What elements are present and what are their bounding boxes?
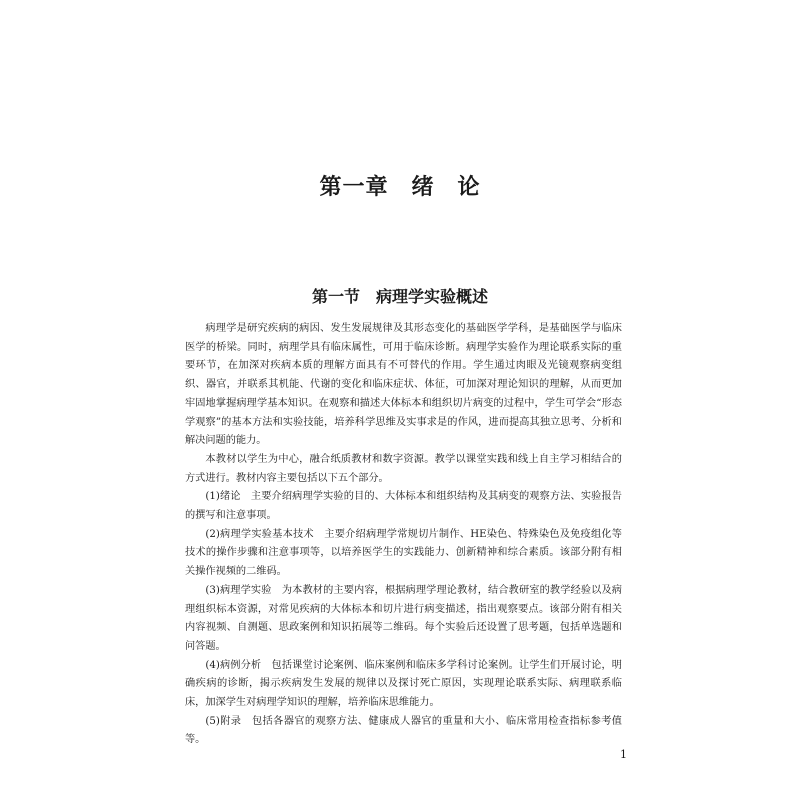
paragraph-part-1-introduction: (1)绪论 主要介绍病理学实验的目的、大体标本和组织结构及其病变的观察方法、实验报告的撰写和注意事项。 xyxy=(185,491,622,522)
paragraph-part-5-appendix: (5)附录 包括各器官的观察方法、健康成人器官的重量和大小、临床常用检查指标参考值等。 xyxy=(185,715,622,746)
section-title: 第一节 病理学实验概述 xyxy=(311,287,488,306)
paragraph-part-2-techniques: (2)病理学实验基本技术 主要介绍病理学常规切片制作、HE染色、特殊染色及免疫组化等技术的操作步骤和注意事项等，以培养医学生的实践能力、创新精神和综合素质。该部分附有相关操作视频的二维码。 xyxy=(185,528,622,578)
paragraph-part-3-experiments: (3)病理学实验 为本教材的主要内容，根据病理学理论教材，结合教研室的教学经验以及病理组织标本资源，对常见疾病的大体标本和切片进行病变描述，指出观察要点。该部分附有相关内容视频、自测题、思政案例和知识拓展等二维码。每个实验后还设置了思考题，包括单选题和问答题。 xyxy=(185,584,622,652)
body-text xyxy=(185,320,622,750)
page-number: 1 xyxy=(620,748,627,761)
chapter-title: 第一章 绪 论 xyxy=(319,175,481,200)
paragraph-textbook-overview: 本教材以学生为中心，融合纸质教材和数字资源。教学以课堂实践和线上自主学习相结合的方式进行。教材内容主要包括以下五个部分。 xyxy=(185,453,622,484)
paragraph-intro: 病理学是研究疾病的病因、发生发展规律及其形态变化的基础医学学科，是基础医学与临床医学的桥梁。同时，病理学具有临床属性，可用于临床诊断。病理学实验作为理论联系实际的重要环节，在加深对疾病本质的理解方面具有不可替代的作用。学生通过肉眼及光镜观察病变组织、器官，并联系其机能、代谢的变化和临床症状、体征，可加深对理论知识的理解，从而更加牢固地掌握病理学基本知识。在观察和描述大体标本和组织切片病变的过程中，学生可学会“形态学观察”的基本方法和实验技能，培养科学思维及实事求是的作风，进而提高其独立思考、分析和解决问题的能力。 xyxy=(185,323,622,447)
paragraph-part-4-case-analysis: (4)病例分析 包括课堂讨论案例、临床案例和临床多学科讨论案例。让学生们开展讨论，明确疾病的诊断，揭示疾病发生发展的规律以及探讨死亡原因，实现理论联系实际、病理联系临床，加深学生对病理学知识的理解，培养临床思维能力。 xyxy=(185,659,622,709)
